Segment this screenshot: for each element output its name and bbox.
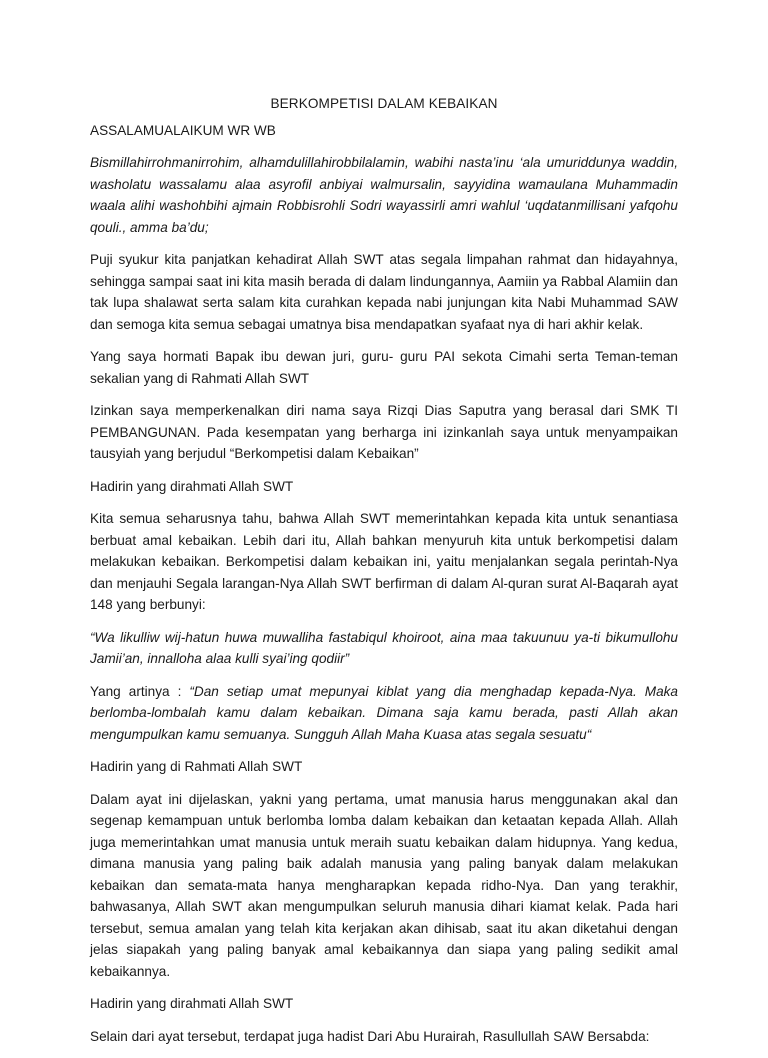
paragraph-praise: Puji syukur kita panjatkan kehadirat Allah SWT atas segala limpahan rahmat dan hidayahnya, sehingga sampai saat ini kita masih berada di dalam lindungannya, Aamiin ya Rabbal Alamiin dan tak lupa shalawat serta salam kita curahkan kepada nabi junjungan kita Nabi Muhammad SAW dan semoga kita semua sebagai umatnya bisa mendapatkan syafaat nya di hari akhir kelak.: [90, 252, 678, 332]
paragraph-respect: Yang saya hormati Bapak ibu dewan juri, guru- guru PAI sekota Cimahi serta Teman-teman sekalian yang di Rahmati Allah SWT: [90, 349, 678, 386]
greeting: ASSALAMUALAIKUM WR WB: [90, 122, 276, 138]
paragraph-introduction: Izinkan saya memperkenalkan diri nama saya Rizqi Dias Saputra yang berasal dari SMK TI PEMBANGUNAN. Pada kesempatan yang berharga ini izinkanlah saya untuk menyampaikan tausyiah yang berjudul “Berkompetisi dalam Kebaikan”: [90, 403, 678, 461]
opening-prayer: Bismillahirrohmanirrohim, alhamdulillahirobbilalamin, wabihi nasta’inu ‘ala umuriddunya waddin, washolatu wassalamu alaa asyrofil anbiyai walmursalin, sayyidina wamaulana Muhammadin waala alihi washohbihi ajmain Robbisrohli Sodri wayassirli amri wahlul ‘uqdatanmillisani yafqohu qouli., amma ba’du;: [90, 155, 678, 235]
document-body: [90, 93, 678, 1058]
verse-translation: [90, 681, 678, 746]
paragraph-command: Kita semua seharusnya tahu, bahwa Allah SWT memerintahkan kepada kita untuk senantiasa berbuat amal kebaikan. Lebih dari itu, Allah bahkan menyuruh kita untuk berkompetisi dalam melakukan kebaikan. Berkompetisi dalam kebaikan ini, yaitu menjalankan segala perintah-Nya dan menjauhi Segala larangan-Nya Allah SWT berfirman di dalam Al-quran surat Al-Baqarah ayat 148 yang berbunyi:: [90, 511, 678, 612]
paragraph-explanation: Dalam ayat ini dijelaskan, yakni yang pertama, umat manusia harus menggunakan akal dan segenap kemampuan untuk berlomba lomba dalam kebaikan dan ketaatan kepada Allah. Allah juga memerintahkan umat manusia untuk meraih suatu kebaikan dalam hidupnya. Yang kedua, dimana manusia yang paling baik adalah manusia yang paling banyak dalam melakukan kebaikan dan semata-mata hanya mengharapkan kepada ridho-Nya. Dan yang terakhir, bahwasanya, Allah SWT akan mengumpulkan seluruh manusia dihari kiamat kelak. Pada hari tersebut, semua amalan yang telah kita kerjakan akan dihisab, saat itu akan diketahui dengan jelas siapakah yang paling banyak amal kebaikannya dan siapa yang paling sedikit amal kebaikannya.: [90, 791, 678, 979]
translation-label: Yang artinya :: [90, 683, 190, 699]
address-heading-2: Hadirin yang di Rahmati Allah SWT: [90, 759, 303, 774]
paragraph-hadith: Selain dari ayat tersebut, terdapat juga hadist Dari Abu Hurairah, Rasullullah SAW Bersabda:: [90, 1028, 650, 1044]
translation-text: “Dan setiap umat mepunyai kiblat yang dia menghadap kepada-Nya. Maka berlomba-lombalah kamu dalam kebaikan. Dimana saja kamu berada, pasti Allah akan mengumpulkan kamu semuanya. Sungguh Allah Maha Kuasa atas segala sesuatu“: [90, 683, 678, 742]
document-title: BERKOMPETISI DALAM KEBAIKAN: [270, 96, 498, 111]
quran-verse: “Wa likulliw wij-hatun huwa muwalliha fastabiqul khoiroot, aina maa takuunuu ya-ti bikumullohu Jamii’an, innalloha alaa kulli syai’ing qodiir”: [90, 629, 678, 666]
address-heading-3: Hadirin yang dirahmati Allah SWT: [90, 996, 294, 1011]
address-heading-1: Hadirin yang dirahmati Allah SWT: [90, 478, 294, 494]
